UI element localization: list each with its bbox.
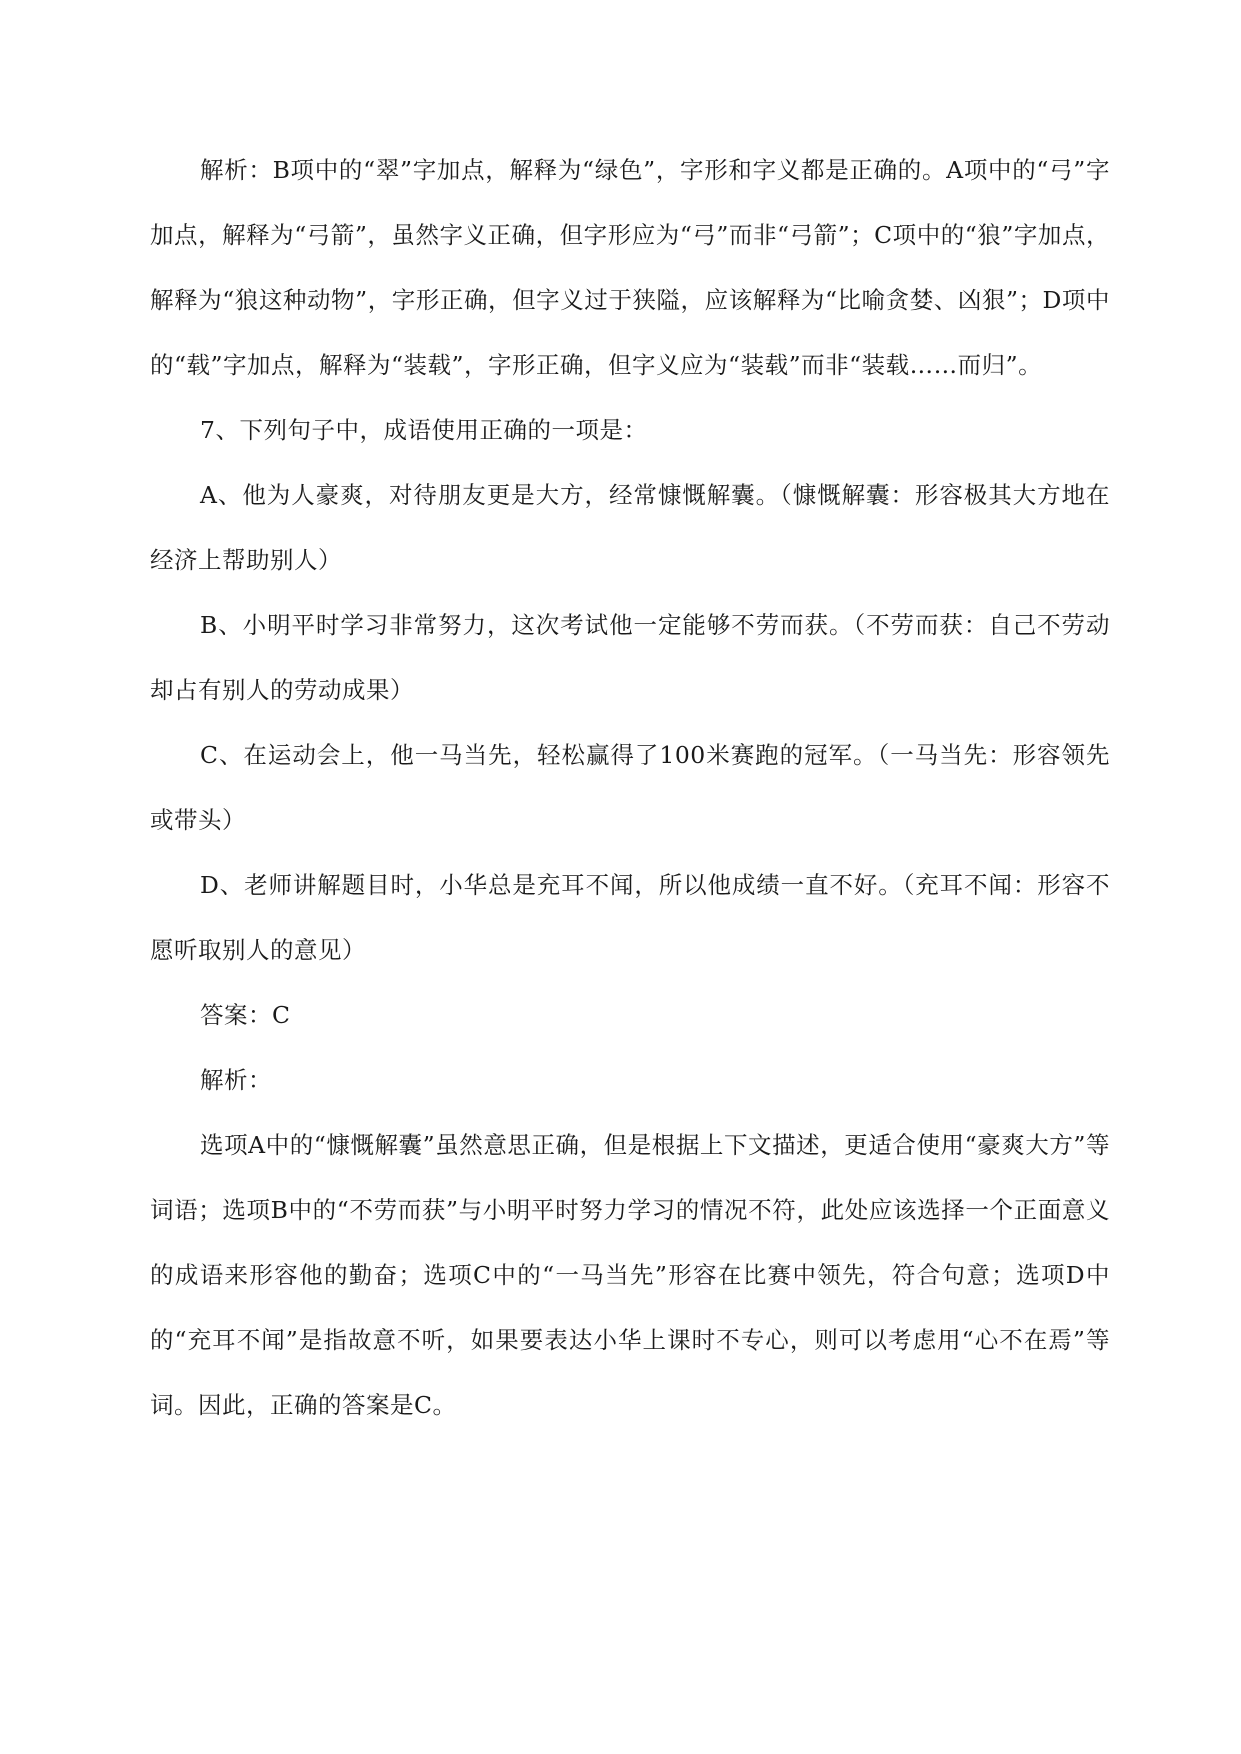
- analysis-label: 解析：: [200, 1066, 272, 1094]
- document-page: [150, 138, 1110, 1438]
- option-c: C、在运动会上，他一马当先，轻松赢得了100米赛跑的冠军。（一马当先：形容领先或带头）: [150, 741, 1110, 834]
- option-d: D、老师讲解题目时，小华总是充耳不闻，所以他成绩一直不好。（充耳不闻：形容不愿听取别人的意见）: [150, 871, 1110, 964]
- option-b: B、小明平时学习非常努力，这次考试他一定能够不劳而获。（不劳而获：自己不劳动却占有别人的劳动成果）: [150, 611, 1110, 704]
- question-7-stem: 7、下列句子中，成语使用正确的一项是：: [200, 416, 648, 444]
- analysis-paragraph-q6: 解析：B项中的“翠”字加点，解释为“绿色”，字形和字义都是正确的。A项中的“弓”字加点，解释为“弓箭”，虽然字义正确，但字形应为“弓”而非“弓箭”；C项中的“狼”字加点，解释为“狼这种动物”，字形正确，但字义过于狭隘，应该解释为“比喻贪婪、凶狠”；D项中的“载”字加点，解释为“装载”，字形正确，但字义应为“装载”而非“装载……而归”。: [150, 156, 1110, 379]
- answer-line: 答案：C: [200, 1001, 291, 1029]
- option-a: A、他为人豪爽，对待朋友更是大方，经常慷慨解囊。（慷慨解囊：形容极其大方地在经济上帮助别人）: [150, 481, 1110, 574]
- analysis-paragraph-q7: 选项A中的“慷慨解囊”虽然意思正确，但是根据上下文描述，更适合使用“豪爽大方”等词语；选项B中的“不劳而获”与小明平时努力学习的情况不符，此处应该选择一个正面意义的成语来形容他的勤奋；选项C中的“一马当先”形容在比赛中领先，符合句意；选项D中的“充耳不闻”是指故意不听，如果要表达小华上课时不专心，则可以考虑用“心不在焉”等词。因此，正确的答案是C。: [150, 1131, 1110, 1419]
